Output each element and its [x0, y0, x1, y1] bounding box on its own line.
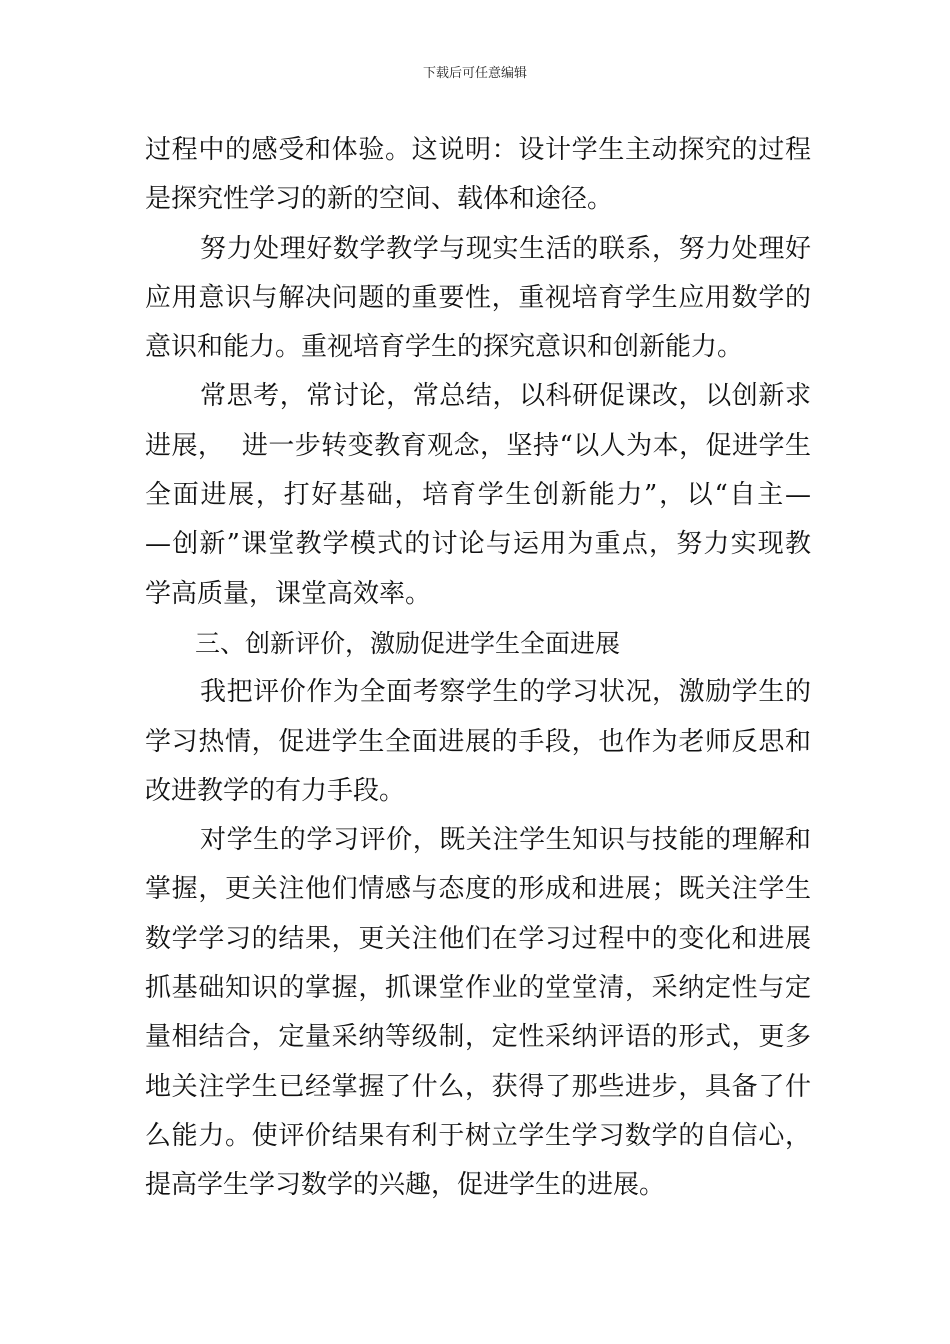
- text-line: 改进教学的有力手段。: [145, 775, 406, 806]
- text-line: —创新”课堂教学模式的讨论与运用为重点，努力实现教: [145, 529, 811, 560]
- text-line: 应用意识与解决问题的重要性，重视培育学生应用数学的: [145, 282, 811, 313]
- text-line: 过程中的感受和体验。这说明：设计学生主动探究的过程: [145, 135, 811, 165]
- text-line: 抓基础知识的掌握，抓课堂作业的堂堂清，采纳定性与定: [145, 973, 811, 1004]
- text-line: 提高学生学习数学的兴趣，促进学生的进展。: [145, 1170, 666, 1201]
- text-line: 学习热情，促进学生全面进展的手段，也作为老师反思和: [145, 726, 811, 757]
- page-header: 下载后可任意编辑: [422, 66, 527, 81]
- text-line: 全面进展，打好基础，培育学生创新能力”，以“自主—: [145, 480, 811, 511]
- text-line: 量相结合，定量采纳等级制，定性采纳评语的形式，更多: [145, 1022, 811, 1053]
- text-line: 数学学习的结果，更关注他们在学习过程中的变化和进展: [145, 923, 811, 954]
- text-line: 意识和能力。重视培育学生的探究意识和创新能力。: [145, 332, 744, 363]
- section-heading: 三、创新评价，激励促进学生全面进展: [195, 628, 621, 658]
- text-line: 么能力。使评价结果有利于树立学生学习数学的自信心，: [145, 1120, 811, 1151]
- paragraph-start-line: 努力处理好数学教学与现实生活的联系，努力处理好: [200, 233, 811, 264]
- paragraph-start-line: 常思考，常讨论，常总结，以科研促课改，以创新求: [200, 381, 811, 412]
- text-line: 是探究性学习的新的空间、载体和途径。: [145, 184, 614, 215]
- document-body: [145, 126, 811, 1211]
- text-line: 地关注学生已经掌握了什么，获得了那些进步，具备了什: [145, 1071, 811, 1102]
- text-line: 学高质量，课堂高效率。: [145, 578, 432, 609]
- text-line: 掌握，更关注他们情感与态度的形成和进展；既关注学生: [145, 874, 811, 905]
- paragraph-start-line: 对学生的学习评价，既关注学生知识与技能的理解和: [200, 825, 811, 856]
- text-line: 进展， 进一步转变教育观念，坚持“以人为本，促进学生: [145, 430, 811, 461]
- paragraph-start-line: 我把评价作为全面考察学生的学习状况，激励学生的: [200, 677, 811, 708]
